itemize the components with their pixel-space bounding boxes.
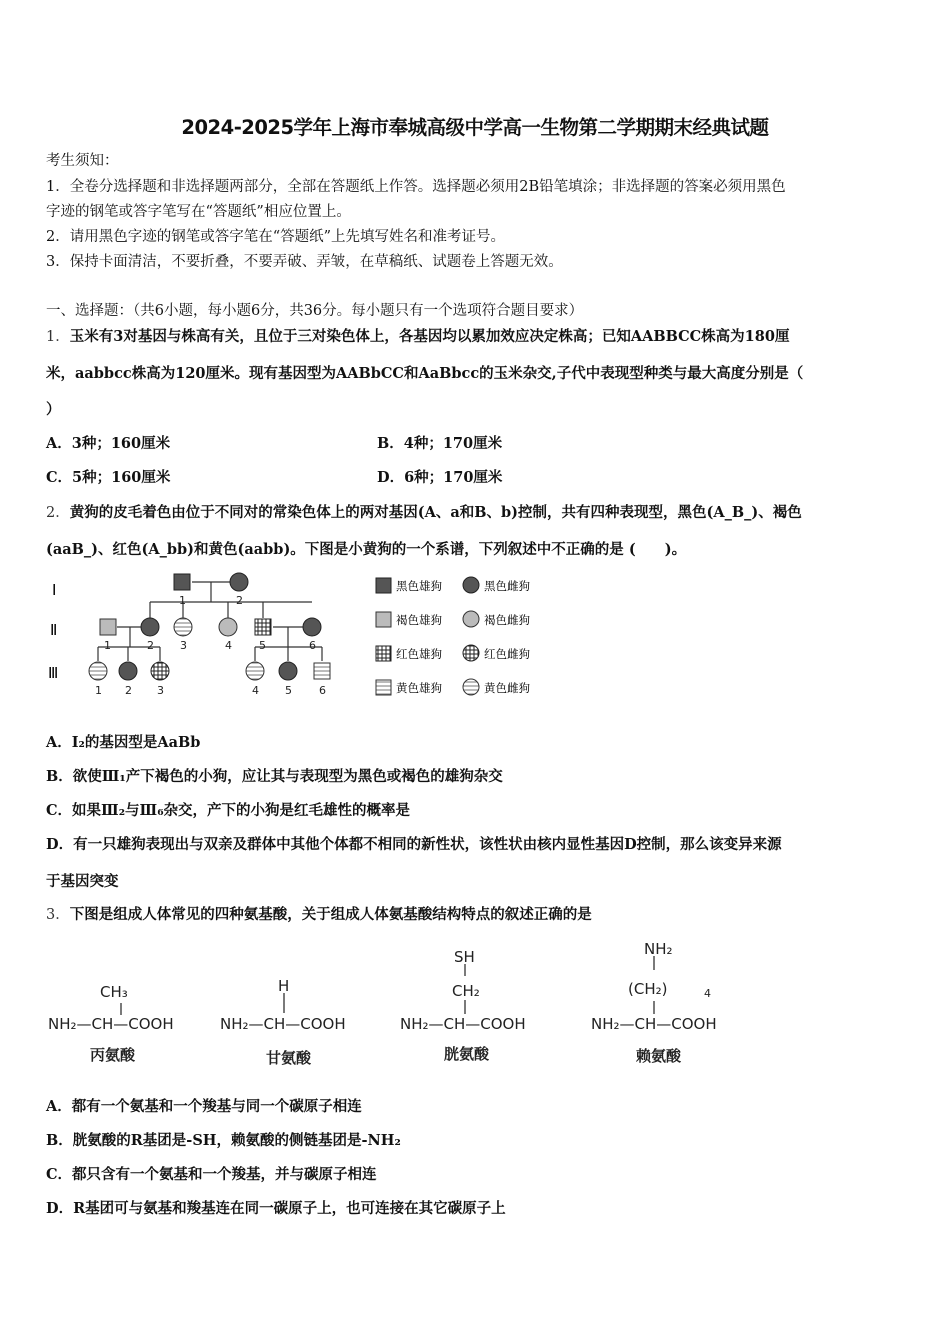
cysteine-r-group-sh: SH <box>454 948 475 966</box>
label-II3: 3 <box>180 639 187 652</box>
label-III2: 2 <box>125 684 132 697</box>
glycine-name: 甘氨酸 <box>266 1049 312 1067</box>
legend-black-male-symbol <box>376 578 391 593</box>
question-3-text: 下图是组成人体常见的四种氨基酸，关于组成人体氨基酸结构特点的叙述正确的是 <box>69 906 592 923</box>
question-2-option-c[interactable]: C．如果Ⅲ₂与Ⅲ₆杂交，产下的小狗是红毛雄性的概率是 <box>46 802 411 819</box>
legend-yellow-female-symbol <box>463 679 479 695</box>
pedigree-II2-black-female <box>141 618 159 636</box>
pedigree-III4-yellow-female <box>246 662 264 680</box>
label-II1: 1 <box>104 639 111 652</box>
notice-item-1-line-2: 字迹的钢笔或答字笔写在“答题纸”相应位置上。 <box>46 204 351 220</box>
cysteine-name: 胱氨酸 <box>444 1045 490 1063</box>
label-II2: 2 <box>147 639 154 652</box>
pedigree-III1-yellow-female <box>89 662 107 680</box>
label-III5: 5 <box>285 684 292 697</box>
legend-brown-male: 褐色雄狗 <box>396 613 442 627</box>
legend-black-female: 黑色雌狗 <box>484 579 530 593</box>
question-3-option-d[interactable]: D．R基团可与氨基和羧基连在同一碳原子上，也可连接在其它碳原子上 <box>46 1200 506 1217</box>
question-3-option-b[interactable]: B．胱氨酸的R基团是-SH，赖氨酸的侧链基团是-NH₂ <box>46 1132 401 1149</box>
lysine-r-group-ch2: (CH₂) <box>628 980 668 998</box>
lysine-subscript: 4 <box>704 987 711 1000</box>
label-III1: 1 <box>95 684 102 697</box>
question-1-text: 玉米有3对基因与株高有关，且位于三对染色体上，各基因均以累加效应决定株高；已知AABBCC株高为180厘 <box>69 328 790 345</box>
notice-heading: 考生须知： <box>46 153 119 169</box>
pedigree-III6-yellow-male <box>314 663 330 679</box>
notice-item-2: 2．请用黑色字迹的钢笔或答字笔在“答题纸”上先填写姓名和准考证号。 <box>46 229 506 245</box>
legend-yellow-female: 黄色雌狗 <box>484 681 530 695</box>
label-I2: 2 <box>236 594 243 607</box>
label-II5: 5 <box>259 639 266 652</box>
legend-red-female: 红色雌狗 <box>484 647 530 661</box>
generation-label-3: Ⅲ <box>48 664 59 682</box>
label-III4: 4 <box>252 684 259 697</box>
question-2-number: 2． <box>46 505 70 521</box>
notice-item-1-line-1: 1．全卷分选择题和非选择题两部分，全部在答题纸上作答。选择题必须用2B铅笔填涂；非选择题的答案必须用黑色 <box>46 179 786 195</box>
legend-red-male: 红色雄狗 <box>396 647 442 661</box>
pedigree-III2-black-female <box>119 662 137 680</box>
pedigree-II1-brown-male <box>100 619 116 635</box>
glycine-backbone: NH₂—CH—COOH <box>220 1015 346 1033</box>
pedigree-II4-brown-female <box>219 618 237 636</box>
amino-acid-structures <box>40 935 770 1075</box>
question-2-line-1 <box>46 504 802 522</box>
label-II6: 6 <box>309 639 316 652</box>
pedigree-I1-black-male <box>174 574 190 590</box>
label-II4: 4 <box>225 639 232 652</box>
label-III3: 3 <box>157 684 164 697</box>
question-1-line-2: 米，aabbcc株高为120厘米。现有基因型为AABbCC和AaBbcc的玉米杂交,子代中表现型种类与最大高度分别是（ <box>46 365 804 382</box>
question-2-text: 黄狗的皮毛着色由位于不同对的常染色体上的两对基因(A、a和B、b)控制，共有四种表现型，黑色(A_B_)、褐色 <box>69 504 802 521</box>
question-2-line-2: (aaB_)、红色(A_bb)和黄色(aabb)。下图是小黄狗的一个系谱，下列叙述中不正确的是 ( )。 <box>46 541 687 558</box>
question-1-option-a[interactable]: A．3种；160厘米 <box>46 435 171 452</box>
legend-red-female-symbol <box>463 645 479 661</box>
legend-black-female-symbol <box>463 577 479 593</box>
pedigree-III5-black-female <box>279 662 297 680</box>
lysine-r-group-nh2: NH₂ <box>644 940 673 958</box>
question-3-line-1 <box>46 906 592 924</box>
pedigree-II6-black-female <box>303 618 321 636</box>
legend-red-male-symbol <box>376 646 391 661</box>
legend-yellow-male-symbol <box>376 680 391 695</box>
legend-black-male: 黑色雄狗 <box>396 579 442 593</box>
question-2-option-a[interactable]: A．Ⅰ₂的基因型是AaBb <box>46 734 201 751</box>
question-3-number: 3． <box>46 907 70 923</box>
question-1-line-3: ） <box>46 401 61 418</box>
glycine-r-group: H <box>278 977 290 995</box>
alanine-name: 丙氨酸 <box>90 1046 136 1064</box>
pedigree-lines <box>98 582 322 661</box>
alanine-backbone: NH₂—CH—COOH <box>48 1015 174 1033</box>
cysteine-r-group-ch2: CH₂ <box>452 982 480 1000</box>
question-1-option-b[interactable]: B．4种；170厘米 <box>377 435 503 452</box>
question-1-number: 1． <box>46 329 70 345</box>
question-2-option-d-line-2: 于基因突变 <box>46 873 119 890</box>
pedigree-II5-red-male <box>255 619 271 635</box>
generation-label-1: Ⅰ <box>52 581 57 599</box>
pedigree-chart <box>40 565 340 705</box>
cysteine-backbone: NH₂—CH—COOH <box>400 1015 526 1033</box>
pedigree-legend <box>372 572 552 700</box>
question-3-option-c[interactable]: C．都只含有一个氨基和一个羧基，并与碳原子相连 <box>46 1166 377 1183</box>
lysine-backbone: NH₂—CH—COOH <box>591 1015 717 1033</box>
alanine-r-group: CH₃ <box>100 983 128 1001</box>
question-1-line-1 <box>46 328 789 346</box>
label-I1: 1 <box>179 594 186 607</box>
section-heading: 一、选择题：（共6小题，每小题6分，共36分。每小题只有一个选项符合题目要求） <box>46 303 584 319</box>
question-2-option-b[interactable]: B．欲使Ⅲ₁产下褐色的小狗，应让其与表现型为黑色或褐色的雄狗杂交 <box>46 768 503 785</box>
pedigree-I2-black-female <box>230 573 248 591</box>
legend-yellow-male: 黄色雄狗 <box>396 681 442 695</box>
label-III6: 6 <box>319 684 326 697</box>
question-3-option-a[interactable]: A．都有一个氨基和一个羧基与同一个碳原子相连 <box>46 1098 362 1115</box>
legend-brown-female: 褐色雌狗 <box>484 613 530 627</box>
page-title: 2024-2025学年上海市奉城高级中学高一生物第二学期期末经典试题 <box>181 116 769 139</box>
question-2-option-d-line-1[interactable]: D．有一只雄狗表现出与双亲及群体中其他个体都不相同的新性状，该性状由核内显性基因D控制，那么该变异来源 <box>46 836 782 853</box>
notice-item-3: 3．保持卡面清洁，不要折叠，不要弄破、弄皱，在草稿纸、试题卷上答题无效。 <box>46 254 563 270</box>
generation-label-2: Ⅱ <box>50 621 58 639</box>
legend-brown-male-symbol <box>376 612 391 627</box>
question-1-option-d[interactable]: D．6种；170厘米 <box>377 469 503 486</box>
legend-brown-female-symbol <box>463 611 479 627</box>
pedigree-III3-red-female <box>151 662 169 680</box>
question-1-option-c[interactable]: C．5种；160厘米 <box>46 469 171 486</box>
lysine-name: 赖氨酸 <box>636 1047 682 1065</box>
pedigree-II3-yellow-female <box>174 618 192 636</box>
